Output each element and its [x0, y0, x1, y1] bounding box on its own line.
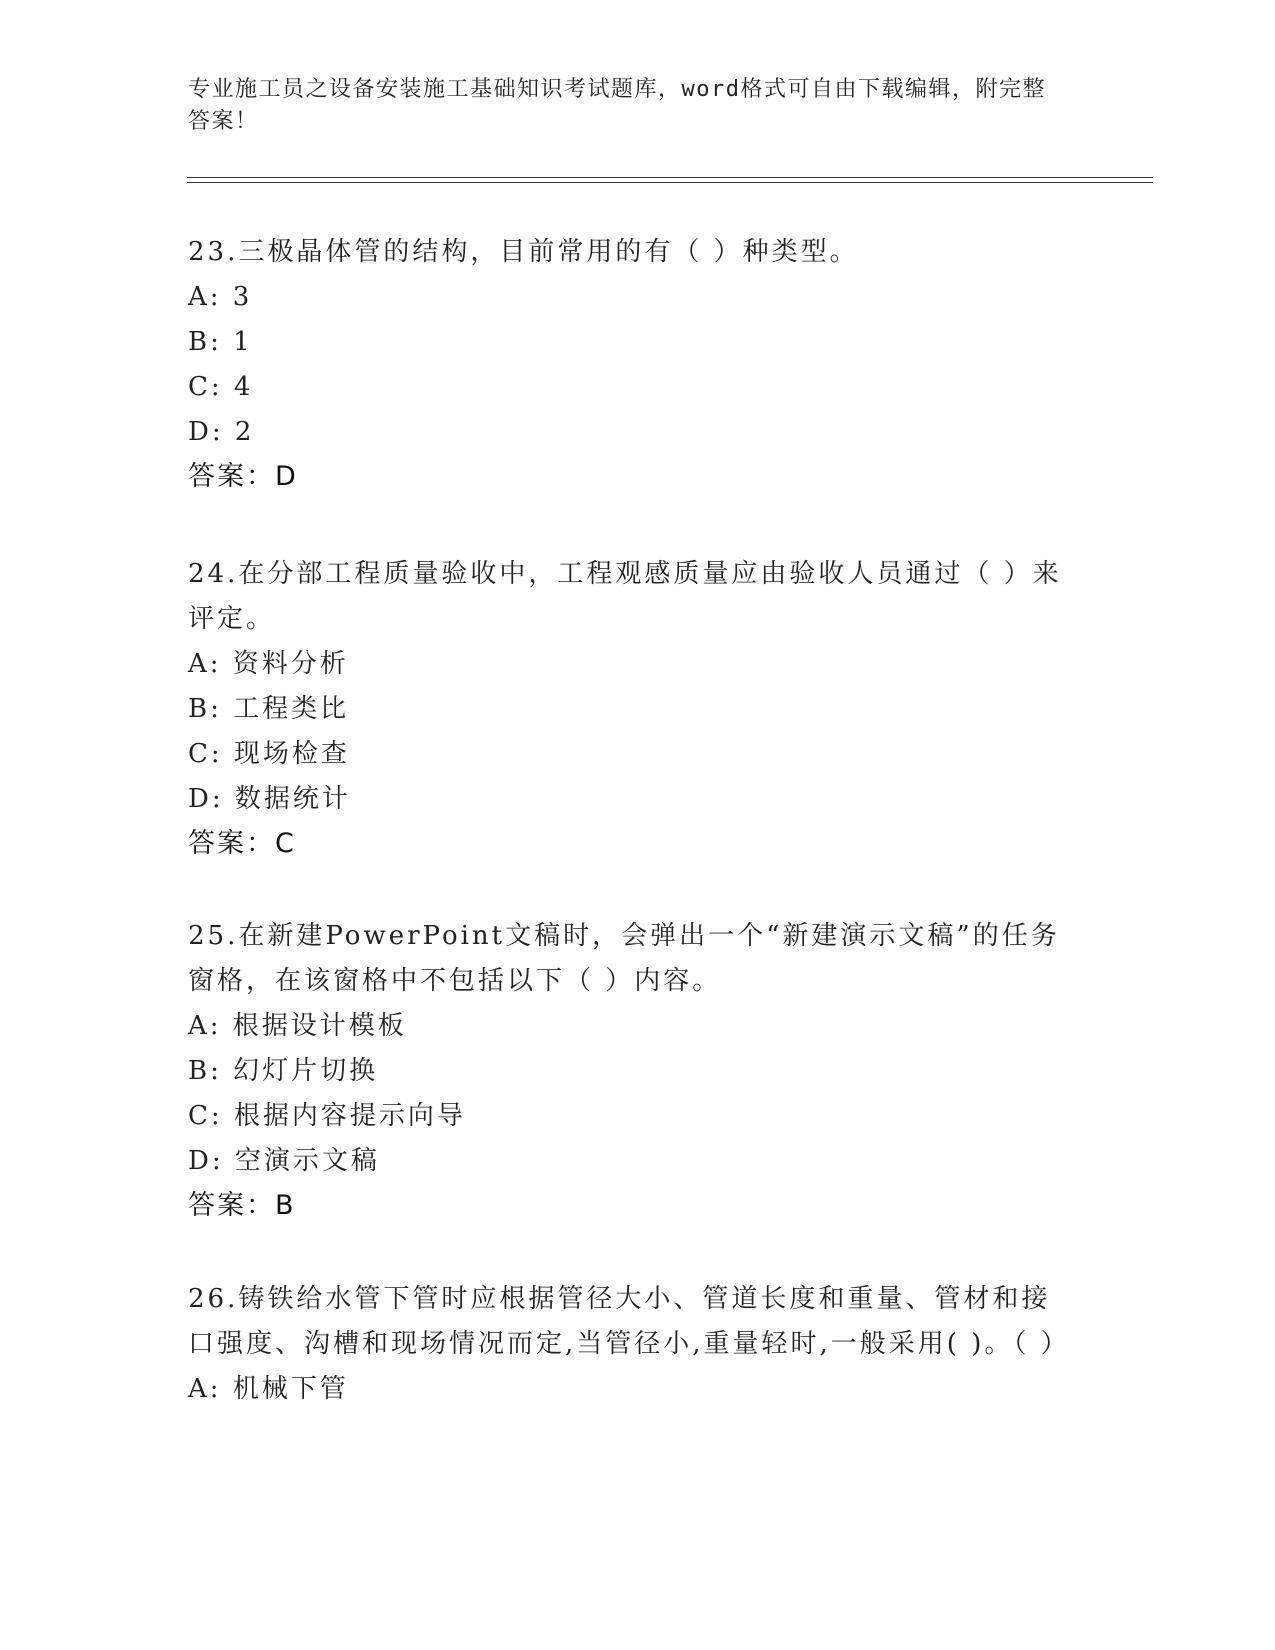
header-divider-bottom: [187, 182, 1153, 183]
option-d: D: 2: [188, 417, 255, 447]
answer-line: 答案：D: [188, 461, 298, 492]
option-a: A: 资料分析: [188, 649, 349, 679]
option-c: C: 根据内容提示向导: [188, 1101, 466, 1131]
option-c: C: 现场检查: [188, 739, 350, 769]
question-stem: 23.三极晶体管的结构，目前常用的有（ ）种类型。: [188, 237, 859, 267]
document-header: 专业施工员之设备安装施工基础知识考试题库，word格式可自由下载编辑，附完整答案！: [188, 77, 1046, 134]
option-b: B: 工程类比: [188, 694, 350, 724]
question-stem: 26.铸铁给水管下管时应根据管径大小、管道长度和重量、管材和接口强度、沟槽和现场情况而定,当管径小,重量轻时,一般采用( )。（ ）: [188, 1284, 1070, 1359]
option-b: B: 1: [188, 327, 253, 357]
question-24: [188, 552, 1068, 866]
option-b: B: 幻灯片切换: [188, 1056, 379, 1086]
option-a: A: 根据设计模板: [188, 1011, 407, 1041]
answer-line: 答案：B: [188, 1190, 296, 1221]
answer-line: 答案：C: [188, 828, 296, 859]
question-stem: 25.在新建PowerPoint文稿时，会弹出一个“新建演示文稿”的任务窗格，在该窗格中不包括以下（ ）内容。: [188, 921, 1060, 996]
option-c: C: 4: [188, 372, 254, 402]
option-a: A: 3: [188, 282, 253, 312]
question-25: [188, 914, 1068, 1228]
option-d: D: 数据统计: [188, 784, 351, 814]
header-divider-top: [187, 177, 1153, 178]
question-23: [188, 230, 1068, 499]
question-26: [188, 1277, 1068, 1412]
question-stem: 24.在分部工程质量验收中，工程观感质量应由验收人员通过（ ）来评定。: [188, 559, 1062, 634]
option-d: D: 空演示文稿: [188, 1146, 380, 1176]
option-a: A: 机械下管: [188, 1374, 349, 1404]
